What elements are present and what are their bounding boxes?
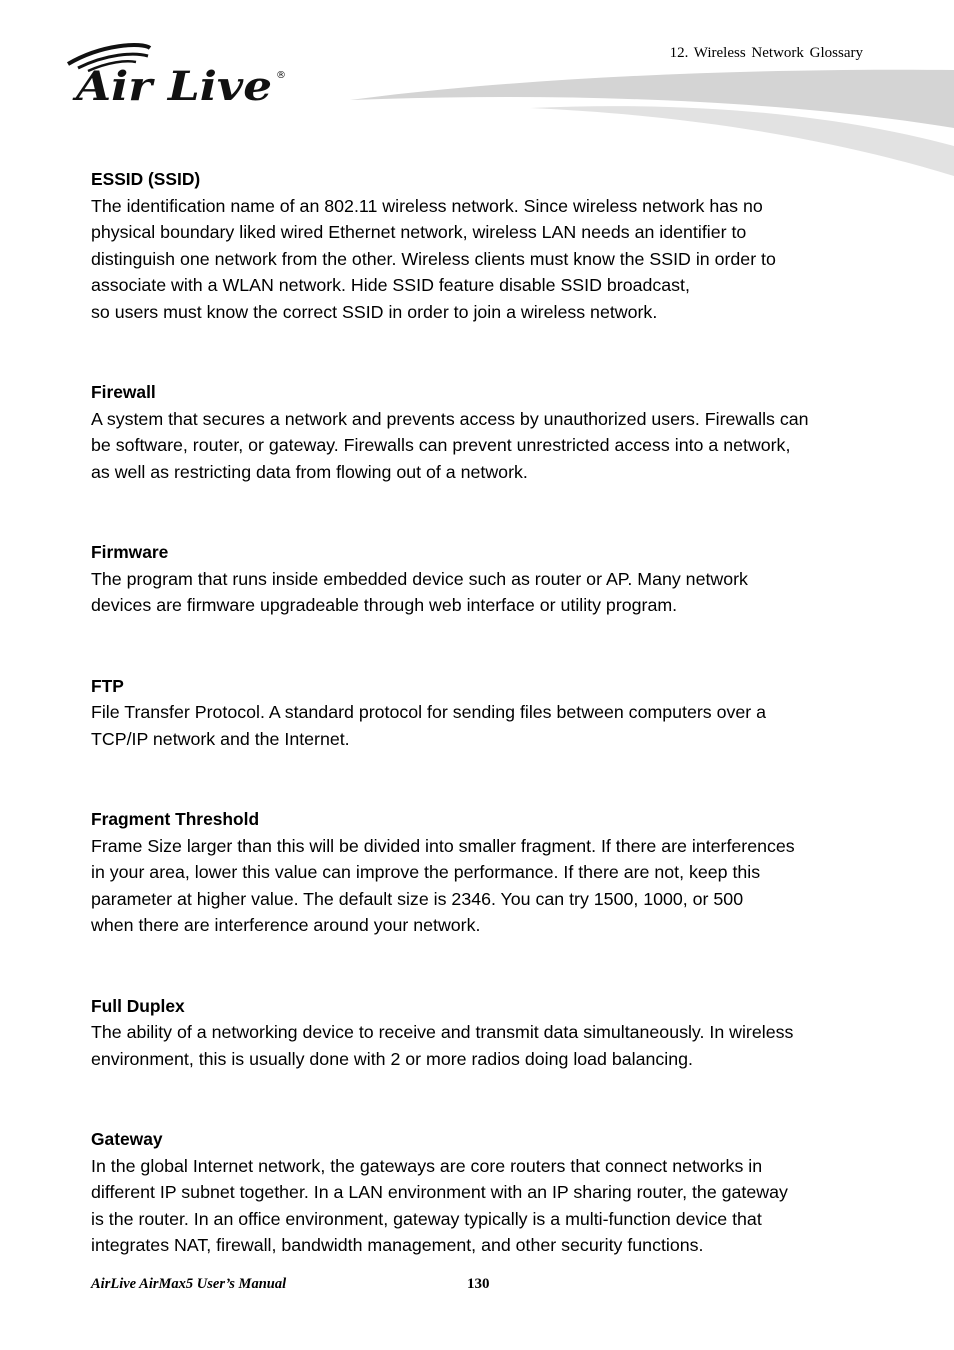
section-title: 12. Wireless Network Glossary: [669, 45, 863, 61]
entry-term: FTP: [91, 675, 124, 696]
entry-term: Full Duplex: [91, 995, 185, 1016]
glossary-entry: [91, 673, 866, 753]
glossary-content: [91, 166, 866, 1313]
entry-definition: File Transfer Protocol. A standard protocol for sending files between computers over a TCP/IP network and the Internet.: [91, 702, 767, 749]
glossary-entry: [91, 993, 866, 1073]
entry-term: Fragment Threshold: [91, 809, 260, 829]
glossary-entry: [91, 166, 866, 325]
entry-definition: In the global Internet network, the gateways are core routers that connect networks in different IP subnet together. In a LAN environment with an IP sharing router, the gateway is the router. In an office environment, gateway typically is a multi-function device that integrates NAT, firewall, bandwidth management, and other security functions.: [91, 1155, 788, 1255]
entry-term: Gateway: [91, 1129, 163, 1149]
header-swoosh: [350, 66, 954, 178]
entry-definition: A system that secures a network and prevents access by unauthorized users. Firewalls can be software, router, or gateway. Firewalls can prevent unrestricted access into a network, as well as restricting data from flowing out of a network.: [91, 408, 809, 482]
airlive-logo: [62, 42, 292, 108]
page-number: 130: [467, 1276, 490, 1292]
entry-definition: Frame Size larger than this will be divided into smaller fragment. If there are interferences in your area, lower this value can improve the performance. If there are not, keep this parameter at higher value. The default size is 2346. You can try 1500, 1000, or 500 when there are interference around your network.: [91, 835, 795, 935]
brand-text: Air Live: [71, 63, 272, 108]
registered-mark: ®: [276, 70, 286, 81]
entry-definition: The ability of a networking device to receive and transmit data simultaneously. In wireless environment, this is usually done with 2 or more radios doing load balancing.: [91, 1022, 794, 1069]
entry-term: ESSID (SSID): [91, 169, 201, 189]
entry-definition: The program that runs inside embedded device such as router or AP. Many network devices are firmware upgradeable through web interface or utility program.: [91, 568, 748, 615]
entry-term: Firmware: [91, 542, 169, 562]
entry-term: Firewall: [91, 382, 156, 402]
manual-title: AirLive AirMax5 User’s Manual: [91, 1276, 287, 1292]
glossary-entry: [91, 806, 866, 939]
glossary-entry: [91, 539, 866, 619]
entry-definition: The identification name of an 802.11 wireless network. Since wireless network has no physical boundary liked wired Ethernet network, wireless LAN needs an identifier to distinguish one network from the other. Wireless clients must know the SSID in order to associate with a WLAN network. Hide SSID feature disable SSID broadcast, so users must know the correct SSID in order to join a wireless network.: [91, 195, 776, 322]
glossary-entry: [91, 379, 866, 485]
glossary-entry: [91, 1126, 866, 1259]
